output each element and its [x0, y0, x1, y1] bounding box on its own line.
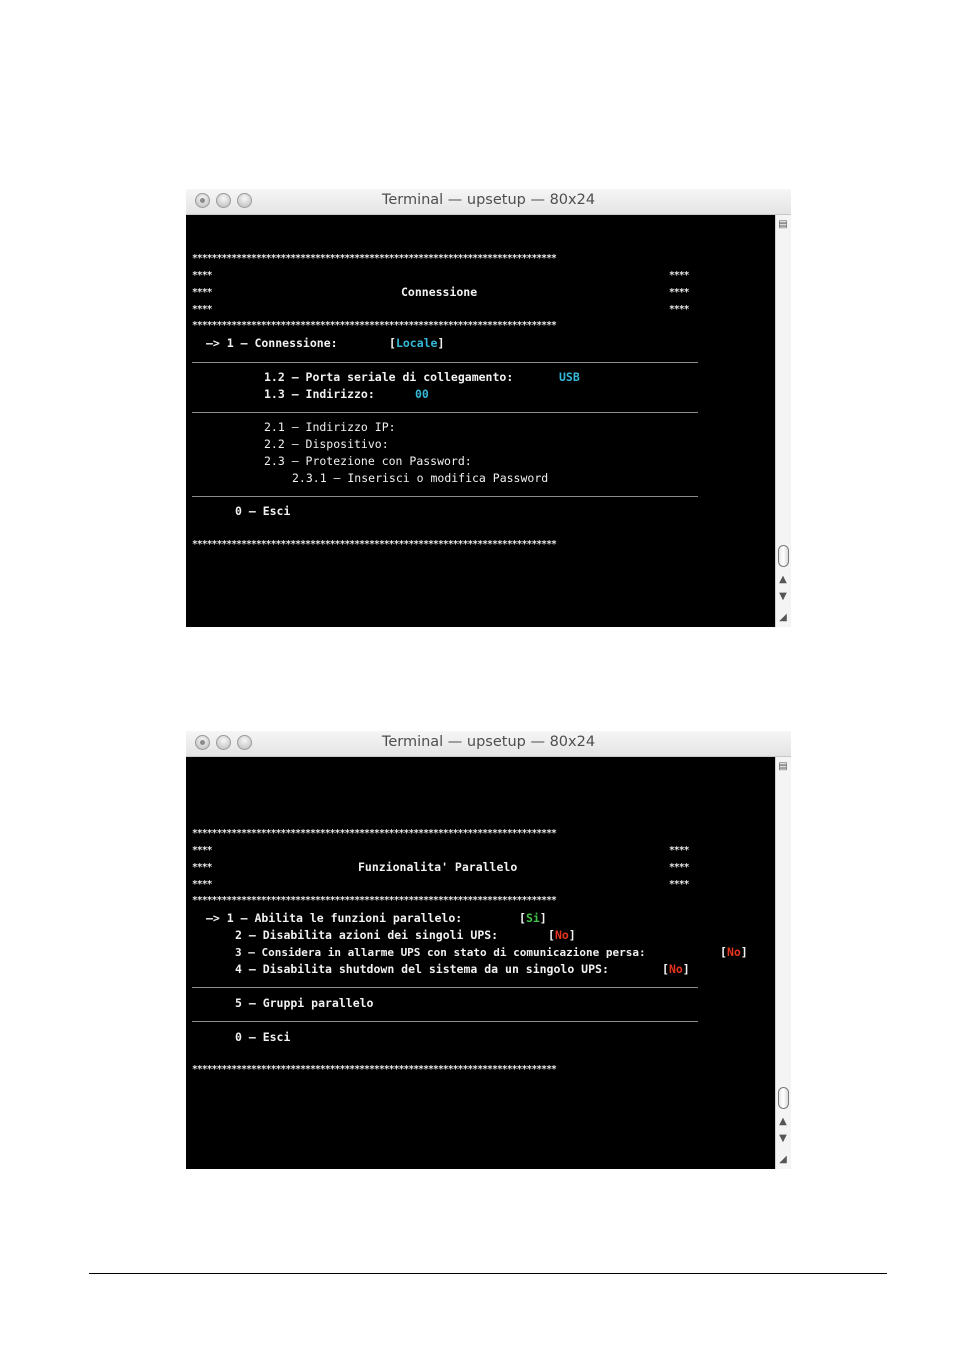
star-side-left: ****: [192, 304, 212, 315]
scrollbar[interactable]: [775, 215, 791, 627]
menu-heading: Connessione: [401, 285, 478, 299]
value-no: No: [554, 928, 569, 942]
star-side-left: ****: [192, 879, 212, 890]
star-border-footer: **************************************************************************: [192, 539, 557, 550]
star-side-left: ****: [192, 270, 212, 281]
terminal-screen[interactable]: [186, 757, 775, 1169]
menu-item-label: —> 1 – Connessione:: [206, 336, 338, 350]
star-side-right: ****: [669, 862, 689, 873]
star-side-left: ****: [192, 845, 212, 856]
value-usb: USB: [559, 370, 580, 384]
star-side-left: ****: [192, 862, 212, 873]
value-locale: Locale: [395, 336, 438, 350]
menu-item-abilita-parallelo[interactable]: —> 1 – Abilita le funzioni parallelo:: [206, 911, 463, 925]
title-bar[interactable]: [186, 731, 791, 757]
value-si: Si: [525, 911, 540, 925]
value-no: No: [668, 962, 683, 976]
star-side-left: ****: [192, 287, 212, 298]
bracket-open: [: [548, 928, 555, 942]
menu-item-dispositivo[interactable]: 2.2 – Dispositivo:: [264, 437, 389, 451]
connessione-value: [389, 337, 444, 350]
star-border-top: **************************************************************************: [192, 828, 557, 839]
terminal-window-parallelo: [186, 731, 791, 1169]
menu-heading: Funzionalita' Parallelo: [358, 860, 518, 874]
resize-grip-icon[interactable]: ◢: [779, 1154, 787, 1165]
menu-item-modifica-password[interactable]: 2.3.1 – Inserisci o modifica Password: [292, 471, 549, 485]
abilita-value: [519, 912, 547, 925]
considera-allarme-value: [720, 946, 748, 959]
resize-grip-icon[interactable]: ◢: [779, 612, 787, 623]
scrollbar[interactable]: [775, 757, 791, 1169]
menu-item-esci[interactable]: 0 – Esci: [235, 1030, 291, 1044]
scroll-arrow-up-icon[interactable]: ▲: [779, 574, 787, 585]
menu-item-protezione-password[interactable]: 2.3 – Protezione con Password:: [264, 454, 472, 468]
menu-item-indirizzo[interactable]: 1.3 – Indirizzo:: [264, 387, 375, 401]
bracket-close: ]: [437, 336, 445, 350]
menu-item-disabilita-azioni[interactable]: 2 – Disabilita azioni dei singoli UPS:: [235, 928, 499, 942]
star-side-right: ****: [669, 270, 689, 281]
bracket-open: [: [519, 911, 526, 925]
bracket-open: [: [662, 962, 669, 976]
value-indirizzo: 00: [415, 387, 429, 401]
star-border-top: **************************************************************************: [192, 253, 557, 264]
scroll-arrow-down-icon[interactable]: ▼: [779, 591, 787, 602]
star-side-right: ****: [669, 845, 689, 856]
separator: [192, 412, 698, 413]
menu-item-connessione[interactable]: [206, 337, 338, 350]
scroll-thumb[interactable]: [778, 1087, 789, 1109]
menu-item-indirizzo-ip[interactable]: 2.1 – Indirizzo IP:: [264, 420, 396, 434]
separator: [192, 1021, 698, 1022]
menu-item-disabilita-shutdown[interactable]: 4 – Disabilita shutdown del sistema da un singolo UPS:: [235, 962, 609, 976]
separator: [192, 987, 698, 988]
menu-item-gruppi-parallelo[interactable]: 5 – Gruppi parallelo: [235, 996, 374, 1010]
bracket-close: ]: [682, 962, 690, 976]
scroll-arrow-up-icon[interactable]: ▲: [779, 1116, 787, 1127]
scroll-thumb[interactable]: [778, 545, 789, 567]
window-title: Terminal — upsetup — 80x24: [381, 192, 596, 208]
disabilita-shutdown-value: [662, 963, 690, 976]
bracket-open: [: [389, 336, 396, 350]
menu-item-considera-allarme[interactable]: 3 – Considera in allarme UPS con stato di comunicazione persa:: [235, 946, 646, 959]
split-pane-icon[interactable]: ▤: [778, 219, 788, 230]
disabilita-azioni-value: [548, 929, 576, 942]
bracket-close: ]: [568, 928, 576, 942]
split-pane-icon[interactable]: ▤: [778, 761, 788, 772]
window-title: Terminal — upsetup — 80x24: [381, 734, 596, 750]
star-side-right: ****: [669, 304, 689, 315]
terminal-screen[interactable]: [186, 215, 775, 627]
bracket-open: [: [720, 945, 727, 959]
menu-item-porta-seriale[interactable]: 1.2 – Porta seriale di collegamento:: [264, 370, 514, 384]
star-border-bottom: **************************************************************************: [192, 320, 557, 331]
star-border-bottom: **************************************************************************: [192, 895, 557, 906]
page-footer-rule: [89, 1273, 887, 1274]
terminal-window-connessione: [186, 189, 791, 627]
separator: [192, 496, 698, 497]
value-no: No: [726, 945, 741, 959]
star-side-right: ****: [669, 287, 689, 298]
star-border-footer: **************************************************************************: [192, 1064, 557, 1075]
star-side-right: ****: [669, 879, 689, 890]
bracket-close: ]: [539, 911, 547, 925]
title-bar[interactable]: [186, 189, 791, 215]
menu-item-esci[interactable]: 0 – Esci: [235, 504, 291, 518]
scroll-arrow-down-icon[interactable]: ▼: [779, 1133, 787, 1144]
separator: [192, 362, 698, 363]
bracket-close: ]: [740, 945, 748, 959]
